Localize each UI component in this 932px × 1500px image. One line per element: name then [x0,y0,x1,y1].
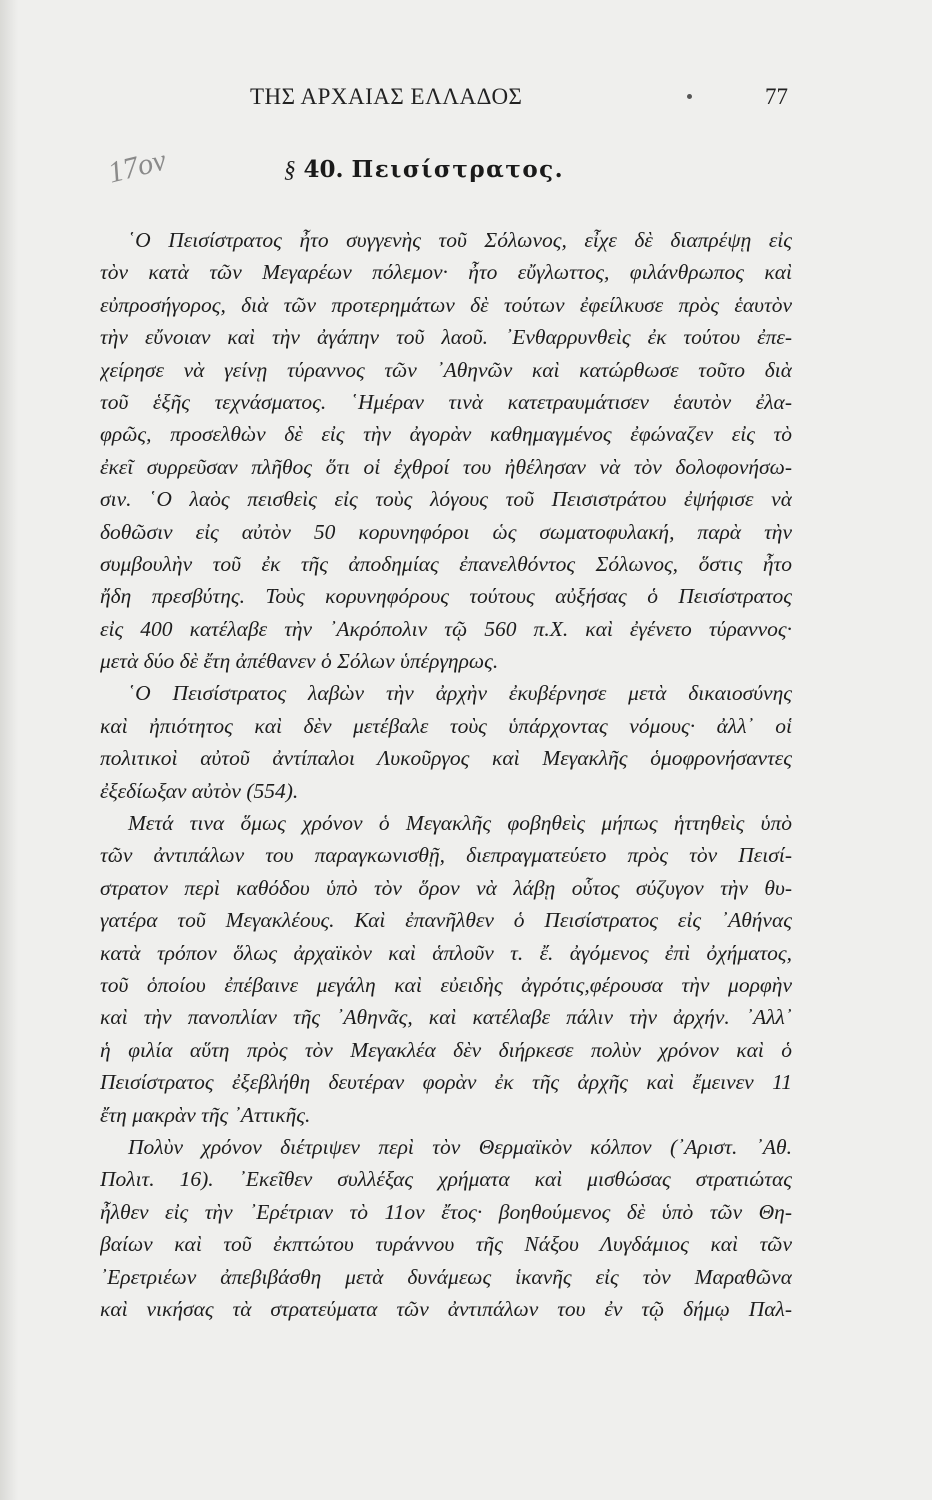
text-line: Πολιτ. 16). ᾿Εκεῖθεν συλλέξας χρήματα καὶ μισθώσας στρατιώτας [100,1167,792,1192]
text-line: συμβουλὴν τοῦ ἐκ τῆς ἀποδημίας ἐπανελθόντος Σόλωνος, ὅστις ἦτο [100,551,792,576]
text-line: τοῦ ὁποίου ἐπέβαινε μεγάλη καὶ εὐειδὴς ἀγρότις,φέρουσα τὴν μορφὴν [100,972,792,997]
ink-speck [687,94,692,99]
running-head [250,84,788,116]
text-line: καὶ τὴν πανοπλίαν τῆς ᾿Αθηνᾶς, καὶ κατέλαβε πάλιν τὴν ἀρχήν. ᾿Αλλ᾿ [100,1005,792,1030]
text-line: εὐπροσήγορος, διὰ τῶν προτερημάτων δὲ τούτων ἐφείλκυσε πρὸς ἑαυτὸν [100,292,792,317]
text-line: ἐκεῖ συρρεῦσαν πλῆθος ὅτι οἱ ἐχθροί του ἠθέλησαν νὰ τὸν δολοφονήσω- [100,454,792,479]
text-line: Πολὺν χρόνον διέτριψεν περὶ τὸν Θερμαϊκὸν κόλπον (᾿Αριστ. ᾿Αθ. [128,1134,792,1159]
section-number: 40. [303,156,344,183]
text-line: τὸν κατὰ τῶν Μεγαρέων πόλεμον· ἦτο εὔγλωττος, φιλάνθρωπος καὶ [100,260,792,285]
text-line: τὴν εὔνοιαν καὶ τὴν ἀγάπην τοῦ λαοῦ. ᾿Ενθαρρυνθεὶς ἐκ τούτου ἐπε- [100,325,792,350]
section-sign: § [284,157,296,182]
page-edge-shadow [0,0,18,1500]
text-line: ᾿Ερετριέων ἀπεβιβάσθη μετὰ δυνάμεως ἱκανῆς εἰς τὸν Μαραθῶνα [100,1264,792,1289]
text-line: κατὰ τρόπον ὅλως ἀρχαϊκὸν καὶ ἁπλοῦν τ. ἔ. ἀγόμενος ἐπὶ ὀχήματος, [100,940,792,965]
text-line: πολιτικοὶ αὐτοῦ ἀντίπαλοι Λυκοῦργος καὶ Μεγακλῆς ὁμοφρονήσαντες [100,746,792,771]
text-line: καὶ νικήσας τὰ στρατεύματα τῶν ἀντιπάλων του ἐν τῷ δήμῳ Παλ- [100,1296,792,1321]
text-line: μετὰ δύο δὲ ἔτη ἀπέθανεν ὁ Σόλων ὑπέργηρως. [100,649,499,674]
text-line: ἤδη πρεσβύτης. Τοὺς κορυνηφόρους τούτους αὐξήσας ὁ Πεισίστρατος [100,584,792,609]
text-line: δοθῶσιν εἰς αὐτὸν 50 κορυνηφόροι ὡς σωματοφυλακή, παρὰ τὴν [100,519,792,544]
section-title: Πεισίστρατος. [351,156,565,183]
handwritten-margin-note: 17ον [104,143,170,190]
text-line: στρατον περὶ καθόδου ὑπὸ τὸν ὅρον νὰ λάβῃ οὗτος σύζυγον τὴν θυ- [100,875,792,900]
text-line: τοῦ ἑξῆς τεχνάσματος. ῾Ημέραν τινὰ κατετραυμάτισεν ἑαυτὸν ἐλα- [100,389,792,414]
page-number: 77 [765,84,788,109]
text-line: βαίων καὶ τοῦ ἐκπτώτου τυράννου τῆς Νάξου Λυγδάμιος καὶ τῶν [100,1232,792,1257]
running-title: ΤΗΣ ΑΡΧΑΙΑΣ ΕΛΛΑΔΟΣ [250,84,523,109]
text-line: εἰς 400 κατέλαβε τὴν ᾿Ακρόπολιν τῷ 560 π.Χ. καὶ ἐγένετο τύραννος· [100,616,792,641]
text-line: ἔτη μακρὰν τῆς ᾿Αττικῆς. [100,1102,311,1127]
text-line: ἐξεδίωξαν αὐτὸν (554). [100,778,299,803]
section-heading [284,156,564,183]
text-line: τῶν ἀντιπάλων του παραγκωνισθῇ, διεπραγματεύετο πρὸς τὸν Πεισί- [100,843,792,868]
text-line: ῾Ο Πεισίστρατος ἦτο συγγενὴς τοῦ Σόλωνος, εἶχε δὲ διαπρέψῃ εἰς [128,228,792,252]
text-line: Μετά τινα ὅμως χρόνον ὁ Μεγακλῆς φοβηθεὶς μήπως ἡττηθεὶς ὑπὸ [128,811,792,836]
text-line: ἡ φιλία αὕτη πρὸς τὸν Μεγακλέα δὲν διήρκεσε πολὺν χρόνον καὶ ὁ [100,1037,792,1062]
text-line: Πεισίστρατος ἐξεβλήθη δευτέραν φορὰν ἐκ τῆς ἀρχῆς καὶ ἔμεινεν 11 [100,1070,792,1095]
text-line: χείρησε νὰ γείνῃ τύραννος τῶν ᾿Αθηνῶν καὶ κατώρθωσε τοῦτο διὰ [100,357,792,382]
text-line: ἦλθεν εἰς τὴν ᾿Ερέτριαν τὸ 11ον ἔτος· βοηθούμενος δὲ ὑπὸ τῶν Θη- [100,1199,792,1224]
text-line: γατέρα τοῦ Μεγακλέους. Καὶ ἐπανῆλθεν ὁ Πεισίστρατος εἰς ᾿Αθήνας [100,908,792,933]
text-line: φρῶς, προσελθὼν δὲ εἰς τὴν ἀγορὰν καθημαγμένος ἐφώναζεν εἰς τὸ [100,422,792,447]
text-line: καὶ ἠπιότητος καὶ δὲν μετέβαλε τοὺς ὑπάρχοντας νόμους· ἀλλ᾿ οἱ [100,713,792,738]
body-text [100,224,792,1325]
text-line: σιν. ῾Ο λαὸς πεισθεὶς εἰς τοὺς λόγους τοῦ Πεισιστράτου ἐψήφισε νὰ [100,487,792,512]
text-line: ῾Ο Πεισίστρατος λαβὼν τὴν ἀρχὴν ἐκυβέρνησε μετὰ δικαιοσύνης [128,681,792,706]
